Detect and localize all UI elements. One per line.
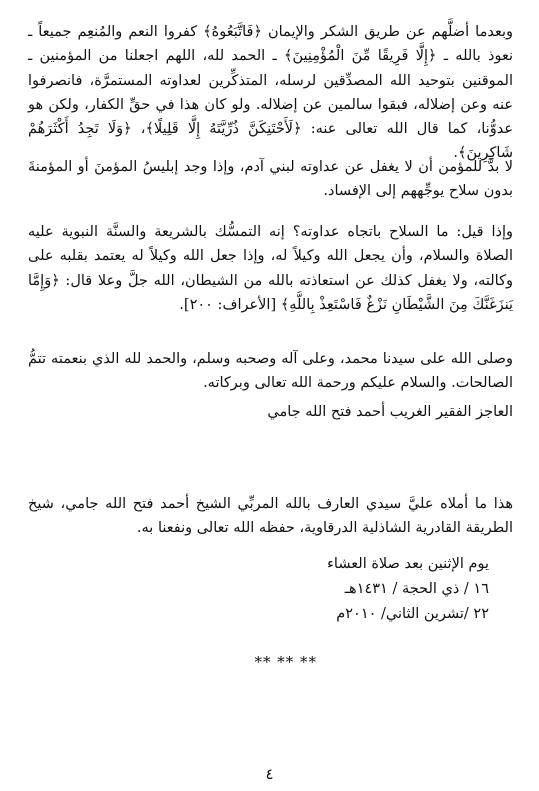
paragraph-3: [28, 220, 513, 317]
gregorian-date: ٢٢ /تشرين الثاني/ ٢٠١٠م: [336, 606, 489, 622]
date-block: [327, 552, 489, 627]
day-line: يوم الإثنين بعد صلاة العشاء: [327, 556, 489, 572]
paragraph-text: وبعدما أضلَّهم عن طريق الشكر والإيمان ﴿فَاتَّبَعُوهُ﴾ كفروا النعم والمُنعِم جميعاً ـ نعوذ بالله ـ ﴿إِلَّا فَرِيقًا مِّنَ الْمُؤْمِنِينَ﴾ ـ الحمد لله، اللهم اجعلنا من المؤمنين ـ الموقنين بتوحيد الله المصدِّقين لرسله، المتذكِّرين لعداوته المستمرَّة، فانصرفوا عنه وعن إضلاله، فبقوا سالمين عن إضلاله. ولو كان هذا في حقِّ الكفار، ولكن هو عدوُّنا، كما قال الله تعالى عنه: ﴿لَأَحْتَنِكَنَّ ذُرِّيَّتَهُ إِلَّا قَلِيلًا﴾، ﴿وَلَا تَجِدُ أَكْثَرَهُمْ شَاكِرِينَ﴾.: [28, 24, 513, 162]
signature: العاجز الفقير الغريب أحمد فتح الله جامي: [267, 404, 513, 420]
dictation-note: [28, 492, 513, 541]
paragraph-text: وإذا قيل: ما السلاح باتجاه عداوته؟ إنه التمسُّك بالشريعة والسنَّة النبوية عليه الصلاة والسلام، وأن يجعل الله وكيلاً له، وإذا جعل الله وكيلاً له يعتمد بقلبه على وكالته، ولا يغفل كذلك عن استعاذته بالله من الشيطان، الله جلَّ وعلا قال: ﴿وَإِمَّا يَنزَغَنَّكَ مِنَ الشَّيْطَانِ نَزْغٌ فَاسْتَعِذْ بِاللَّهِ﴾ [الأعراف: ٢٠٠].: [28, 224, 513, 313]
paragraph-text: لا بدَّ للمؤمن أن لا يغفل عن عداوته لبني آدم، وإذا وجد إبليسُ المؤمنَ أو المؤمنةَ بدون سلاح يوجِّههم إلى الإفساد.: [28, 159, 513, 200]
paragraph-1: [28, 20, 513, 166]
paragraph-text: وصلى الله على سيدنا محمد، وعلى آله وصحبه وسلم، والحمد لله الذي بنعمته تتمُّ الصالحات. والسلام عليكم ورحمة الله تعالى وبركاته.: [28, 351, 513, 392]
separator-stars: ** ** **: [254, 653, 317, 671]
paragraph-4: [28, 347, 513, 396]
dictation-text: هذا ما أملاه عليَّ سيدي العارف بالله المربِّي الشيخ أحمد فتح الله جامي، شيخ الطريقة القادرية الشاذلية الدرقاوية، حفظه الله تعالى ونفعنا به.: [28, 496, 513, 537]
hijri-date: ١٦ / ذي الحجة / ١٤٣١هـ: [344, 581, 489, 597]
page-number: ٤: [265, 765, 274, 783]
paragraph-2: [28, 155, 513, 204]
